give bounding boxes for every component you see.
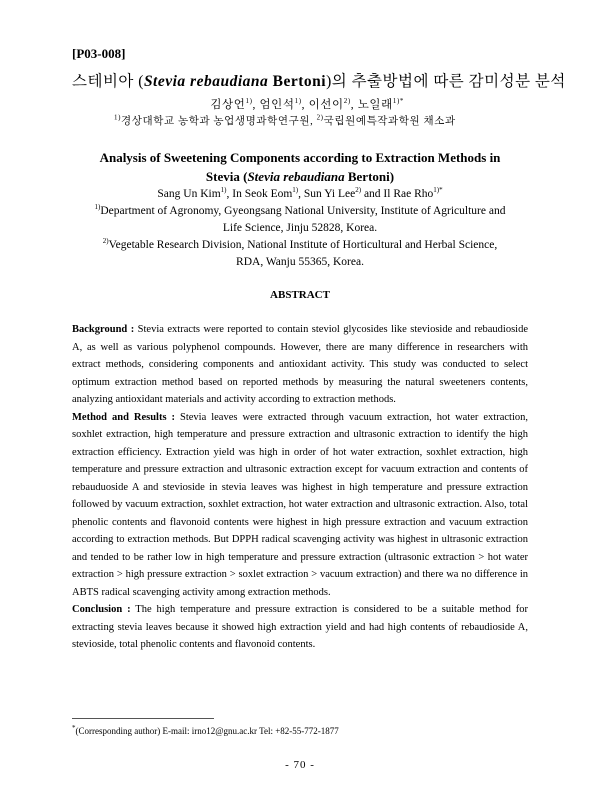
conclusion-text: The high temperature and pressure extraction is considered to be a suitable method for extracting stevia leaves because it showed high extraction yield and had high contents of rebaudioside A, stevioside, total phenolic contents and flavonoid contents. <box>72 604 528 650</box>
author-separator: , <box>350 99 358 111</box>
methods-text: Stevia leaves were extracted through vacuum extraction, hot water extraction, soxhlet extraction, high temperature and pressure extraction and ultrasonic extraction to identify the high extraction efficiency. Extraction yield was high in order of hot water extraction, soxhlet extraction, high temperature and pressure extraction and ultrasonic extraction except for vacuum extraction and contents of rebauduoside A and stevioside in stevia leaves was highest in high temperature and pressure extraction followed by vacuum extraction, soxhlet extraction, hot water extraction and ultrasonic extraction. Also, total phenolic contents and flavonoid contents were highest in high pressure extraction and vacuum extraction according to extraction methods. But DPPH radical scavenging activity was highest in ultrasonic extraction and tended to be rather low in high temperature and pressure extraction (ultrasonic extraction > hot water extraction > high pressure extraction > soxlet extraction > vacuum extraction) and there wa no difference in ABTS radical scavenging activity among extraction methods. <box>72 411 529 598</box>
abstract-code: [P03-008] <box>72 46 126 61</box>
english-title-line-2 <box>72 169 528 185</box>
english-affiliation-2-line-2: RDA, Wanju 55365, Korea. <box>236 256 364 268</box>
affiliation-mark: 1) <box>114 113 122 122</box>
korean-affiliation: 경상대학교 농학과 농업생명과학연구원, <box>121 116 317 127</box>
korean-author-name: 이선이 <box>308 99 344 111</box>
korean-author-name: 노일래 <box>357 99 393 111</box>
author-affiliation-mark: 1) <box>292 186 299 195</box>
methods-label: Method and Results : <box>72 411 176 423</box>
affiliation-mark: 1) <box>94 203 101 212</box>
footnote-mark: * <box>72 724 76 732</box>
korean-author-name: 김상언 <box>210 99 246 111</box>
english-affiliation-1-line-2: Life Science, Jinju 52828, Korea. <box>222 222 378 234</box>
corresponding-author-footnote <box>72 726 339 736</box>
korean-title-suffix: )의 추출방법에 따른 감미성분 분석 <box>326 73 566 90</box>
korean-author-name: 엄인석 <box>259 99 295 111</box>
affiliation-mark: 2) <box>316 113 324 122</box>
author-affiliation-mark: 1)* <box>392 97 404 106</box>
korean-title-prefix: 스테비아 ( <box>72 73 144 90</box>
background-label: Background : <box>72 324 135 335</box>
english-author-name: Sun Yi Lee <box>303 188 356 200</box>
methods-paragraph <box>72 409 528 602</box>
korean-authors <box>210 96 404 112</box>
english-title-suffix: Bertoni) <box>344 169 395 184</box>
author-affiliation-mark: 1) <box>294 97 302 106</box>
english-title-prefix: Stevia ( <box>205 169 248 184</box>
korean-title <box>72 69 566 91</box>
author-separator: , <box>301 99 309 111</box>
korean-affiliation: 국립원예특작과학원 채소과 <box>323 116 456 127</box>
author-separator: and <box>361 188 384 200</box>
korean-title-author-name: Bertoni <box>268 73 327 90</box>
abstract-body <box>72 321 528 654</box>
conclusion-paragraph <box>72 601 528 654</box>
author-affiliation-mark: 1)* <box>433 186 443 195</box>
author-separator: , <box>252 99 260 111</box>
affiliation-text: Vegetable Research Division, National Institute of Horticultural and Herbal Science, <box>108 239 498 251</box>
conclusion-label: Conclusion : <box>72 604 131 615</box>
footnote-divider <box>72 718 214 719</box>
english-authors <box>72 188 528 200</box>
english-author-name: Il Rae Rho <box>383 188 434 200</box>
korean-title-species: Stevia rebaudiana <box>143 73 269 90</box>
author-affiliation-mark: 2) <box>355 186 362 195</box>
affiliation-text: Department of Agronomy, Gyeongsang National University, Institute of Agriculture and <box>100 205 506 217</box>
author-separator: , <box>226 188 233 200</box>
english-title-line-1: Analysis of Sweetening Components according to Extraction Methods in <box>99 150 501 165</box>
english-author-name: In Seok Eom <box>232 188 293 200</box>
background-text: Stevia extracts were reported to contain steviol glycosides like stevioside and rebaudioside A, as well as various polyphenol compounds. However, there are many difference in researchers with extract methods, considering components and antioxidant activity. This study was conducted to select optimum extraction method based on reported methods by measuring the natural sweeteners contents, analyzing antioxidant materials and activity according to extraction methods. <box>72 324 528 405</box>
abstract-heading: ABSTRACT <box>270 289 330 301</box>
author-affiliation-mark: 1) <box>245 97 253 106</box>
english-author-name: Sang Un Kim <box>157 188 221 200</box>
background-paragraph <box>72 321 528 409</box>
footnote-text: (Corresponding author) E-mail: irno12@gnu.ac.kr Tel: +82-55-772-1877 <box>75 726 339 736</box>
korean-affiliations <box>114 113 456 128</box>
author-affiliation-mark: 1) <box>220 186 227 195</box>
page-number: - 70 - <box>285 759 315 771</box>
affiliation-mark: 2) <box>102 237 109 246</box>
english-affiliation-1-line-1 <box>72 205 528 217</box>
author-affiliation-mark: 2) <box>343 97 351 106</box>
english-affiliation-2-line-1 <box>72 239 528 251</box>
author-separator: , <box>298 188 304 200</box>
english-title-species: Stevia rebaudiana <box>247 169 345 184</box>
